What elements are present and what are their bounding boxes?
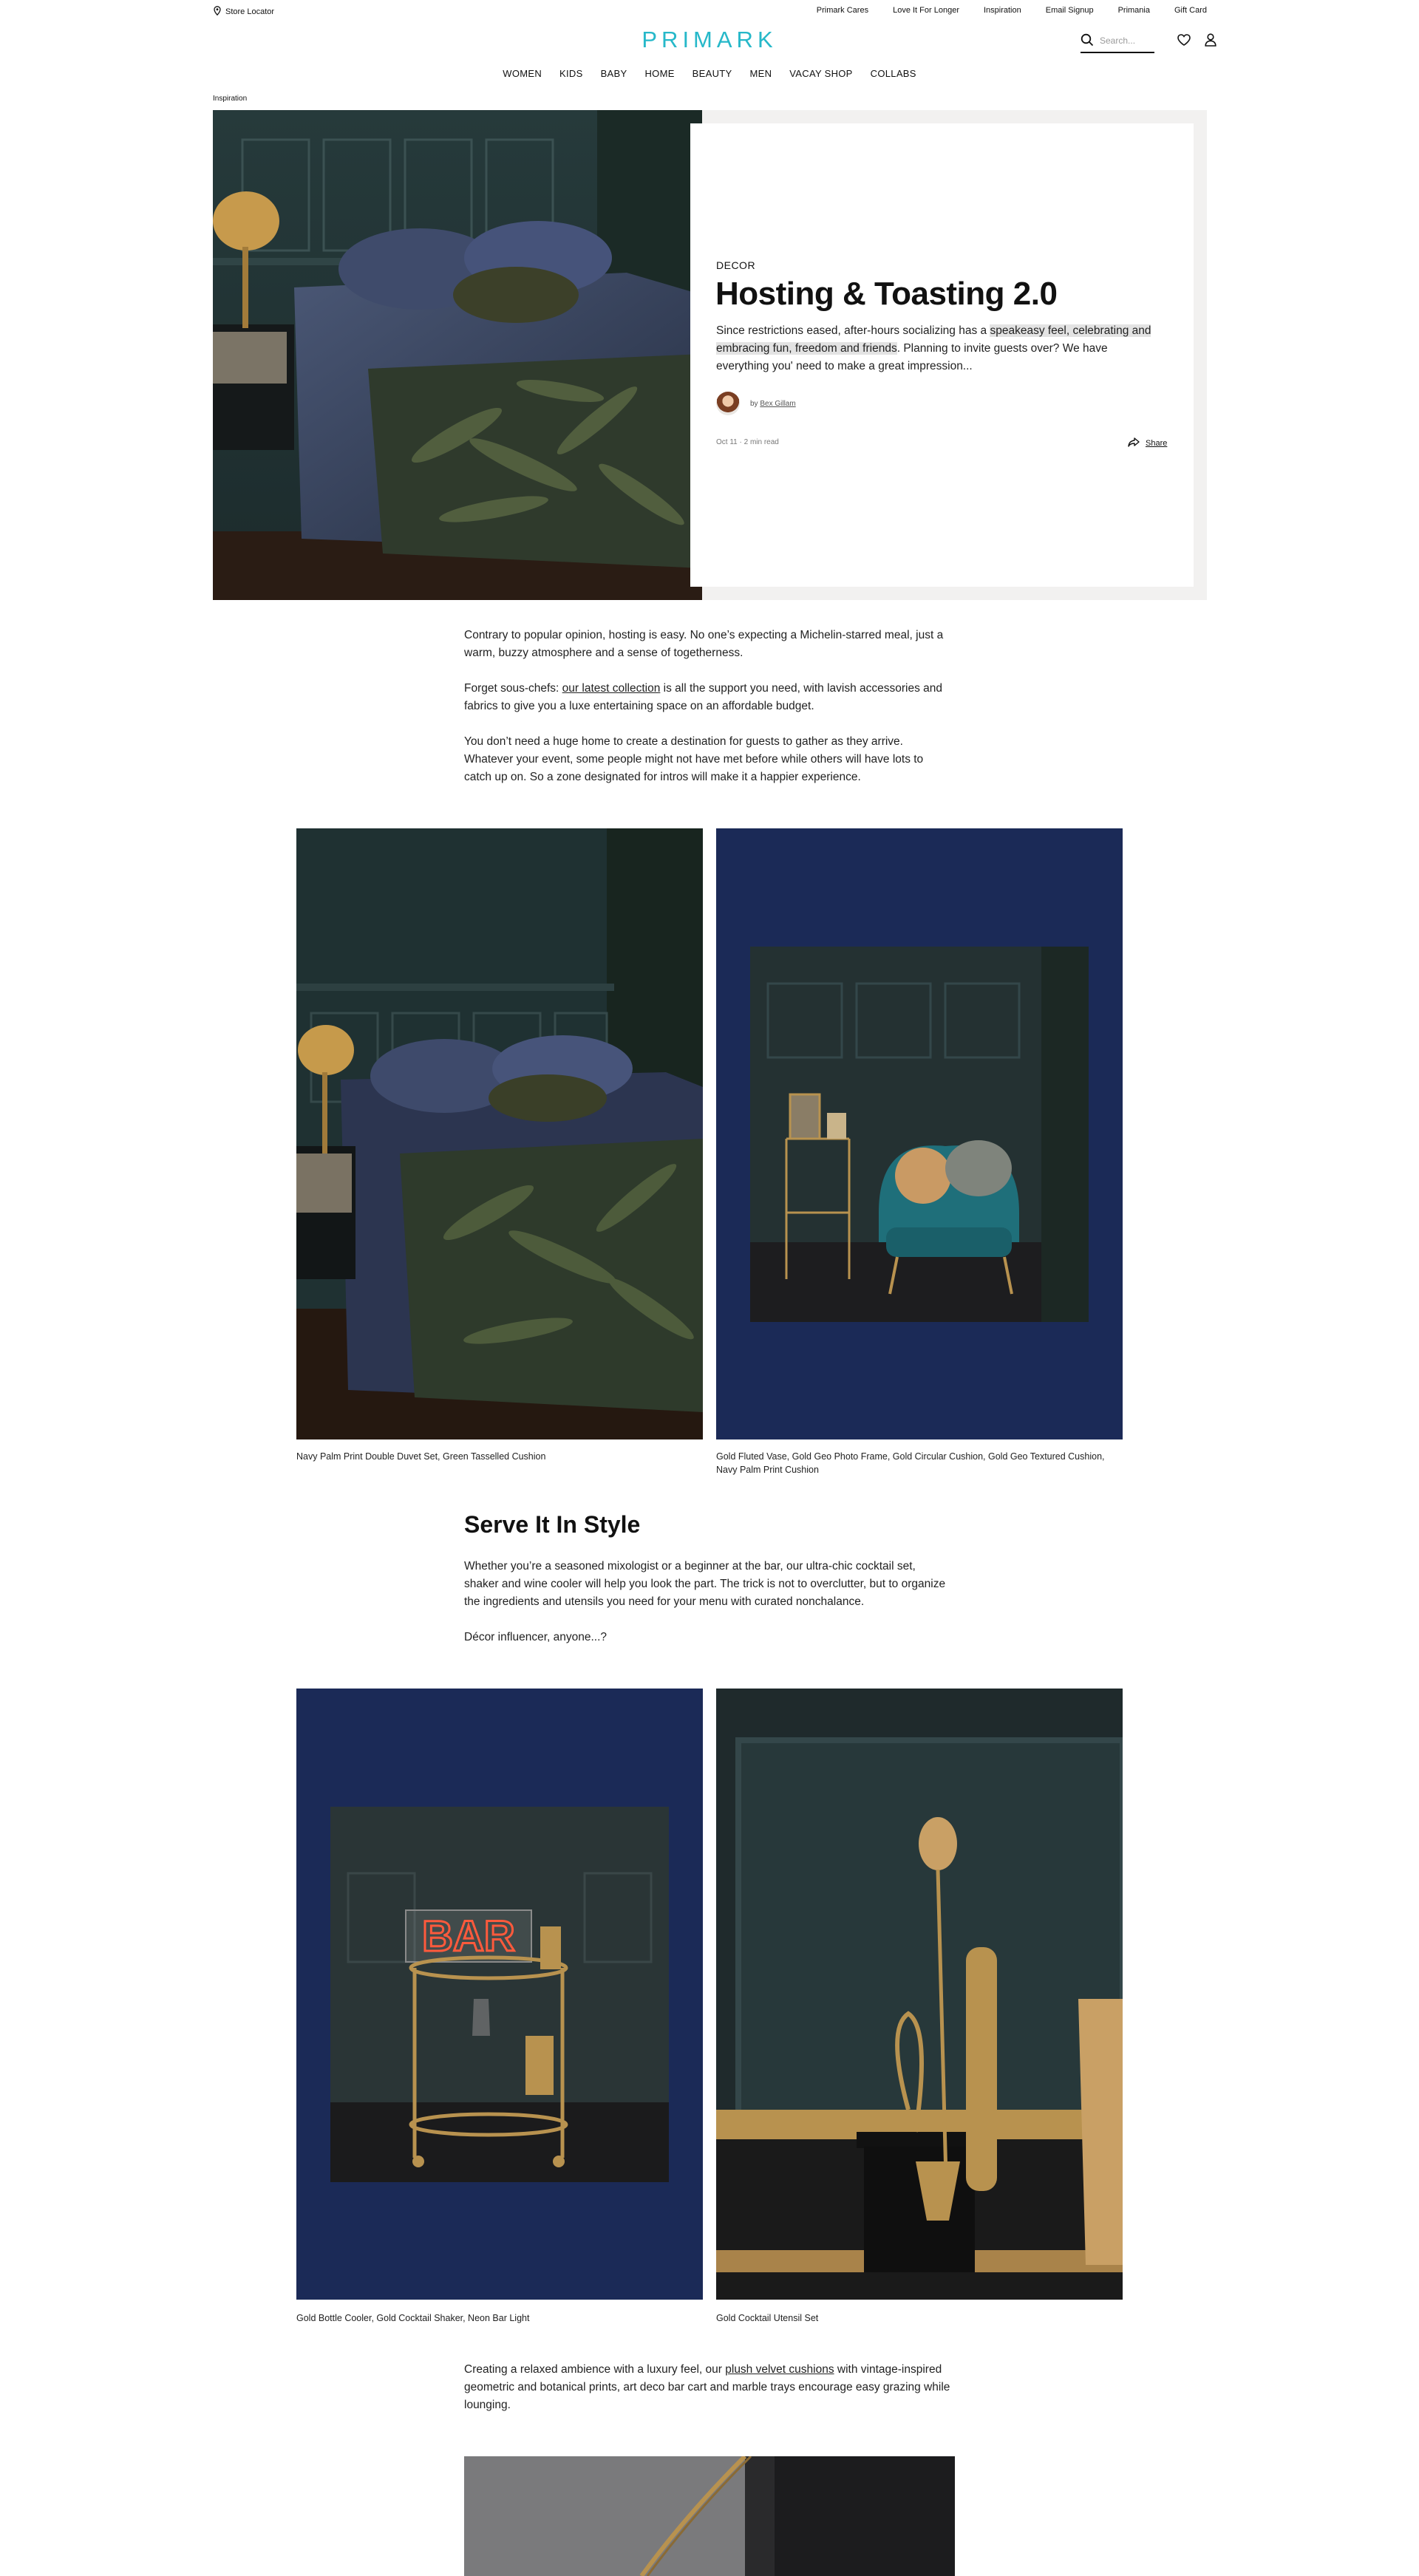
breadcrumb[interactable]: Inspiration: [213, 95, 248, 103]
utility-link-primark-cares[interactable]: Primark Cares: [816, 6, 869, 15]
nav-item-vacay-shop[interactable]: VACAY SHOP: [789, 68, 853, 79]
share-button[interactable]: [1128, 437, 1167, 449]
main-nav: [0, 68, 1419, 79]
section3-text: Creating a relaxed ambience with a luxury feel, our: [464, 2363, 726, 2376]
latest-collection-link[interactable]: our latest collection: [562, 682, 661, 695]
intro-paragraph-1: Contrary to popular opinion, hosting is easy. No one’s expecting a Michelin-starred meal, just a warm, buzzy atmosphere and a sense of togetherness.: [464, 629, 944, 659]
section2-paragraph-2: Décor influencer, anyone...?: [464, 1631, 608, 1643]
intro-p2-text: Forget sous-chefs:: [464, 682, 562, 695]
share-icon: [1128, 437, 1140, 449]
utility-link-email-signup[interactable]: Email Signup: [1045, 6, 1094, 15]
store-locator-link[interactable]: [214, 6, 274, 18]
author-byline: [716, 392, 796, 415]
intro-p2-text-end: is all the support you need, with lavish accessories and fabrics to give you a luxe entertaining space on an affordable budget.: [464, 682, 943, 712]
author-avatar: [716, 392, 740, 415]
article-description: [716, 322, 1160, 375]
desc-text: Since restrictions eased, after-hours socializing has a: [716, 324, 990, 337]
search-input[interactable]: [1081, 30, 1154, 53]
intro-paragraph-2: [464, 680, 952, 715]
article-title: Hosting & Toasting 2.0: [715, 276, 1058, 312]
bedroom-duvet-photo[interactable]: [296, 828, 703, 1439]
section3-text-end: with vintage-inspired geometric and botanical prints, art deco bar cart and marble trays encourage easy grazing while lounging.: [464, 2363, 950, 2411]
desc-highlight: speakeasy feel, celebrating and embracing fun, freedom and friends: [716, 324, 1151, 355]
section3-paragraph: [464, 2361, 952, 2414]
gallery1-caption-2: Gold Fluted Vase, Gold Geo Photo Frame, Gold Circular Cushion, Gold Geo Textured Cushion, Navy Palm Print Cushion: [716, 1451, 1105, 1475]
utility-links: [817, 6, 1207, 15]
gallery2-caption-1: Gold Bottle Cooler, Gold Cocktail Shaker, Neon Bar Light: [296, 2313, 530, 2323]
cocktail-utensil-photo[interactable]: [716, 1689, 1123, 2300]
plush-velvet-cushions-link[interactable]: plush velvet cushions: [725, 2363, 834, 2376]
utility-link-gift-card[interactable]: Gift Card: [1174, 6, 1207, 15]
intro-paragraph-3: You don’t need a huge home to create a destination for guests to gather as they arrive. Whatever your event, some people might not have met before while others will have lots to catch up on. So a zone designated for intros will make it a happier experience.: [464, 735, 924, 783]
share-label: Share: [1146, 439, 1168, 448]
gallery2-caption-2: Gold Cocktail Utensil Set: [716, 2313, 819, 2323]
bar-cart-photo[interactable]: [296, 1689, 703, 2300]
utility-link-inspiration[interactable]: Inspiration: [983, 6, 1021, 15]
search-icon: [1081, 33, 1094, 49]
marble-tray-photo[interactable]: [464, 2456, 955, 2576]
nav-item-women[interactable]: WOMEN: [503, 68, 542, 79]
nav-item-baby[interactable]: BABY: [600, 68, 627, 79]
store-locator-label: Store Locator: [225, 7, 275, 16]
section-heading-serve-it-in-style: Serve It In Style: [464, 1511, 641, 1538]
nav-item-kids[interactable]: KIDS: [559, 68, 583, 79]
author-link[interactable]: Bex Gillam: [760, 399, 796, 408]
gallery1-caption-1: Navy Palm Print Double Duvet Set, Green Tasselled Cushion: [296, 1451, 546, 1462]
heart-icon[interactable]: [1177, 33, 1191, 47]
hero-bedroom-image: [213, 110, 702, 600]
primark-logo[interactable]: PRIMARK: [642, 27, 777, 52]
byline-prefix: by: [750, 399, 758, 408]
utility-link-love-it-for-longer[interactable]: Love It For Longer: [893, 6, 959, 15]
nav-item-men[interactable]: MEN: [749, 68, 772, 79]
article-category[interactable]: DECOR: [716, 259, 756, 271]
location-pin-icon: [214, 6, 221, 18]
user-icon[interactable]: [1203, 33, 1218, 47]
utility-link-primania[interactable]: Primania: [1117, 6, 1150, 15]
article-meta: Oct 11 · 2 min read: [716, 438, 779, 446]
nav-item-beauty[interactable]: BEAUTY: [692, 68, 732, 79]
section2-paragraph-1: Whether you’re a seasoned mixologist or a beginner at the bar, our ultra-chic cocktail set, shaker and wine cooler will help you look the part. The trick is not to overclutter, but to organize the ingredients and utensils you need for your menu with curated nonchalance.: [464, 1560, 946, 1608]
nav-item-collabs[interactable]: COLLABS: [870, 68, 916, 79]
desc-text-end: . Planning to invite guests over? We have everything you' need to make a great impression...: [716, 342, 1108, 372]
chair-vignette-photo[interactable]: [716, 828, 1123, 1439]
neon-bar-sign: BAR: [422, 1912, 515, 1960]
nav-item-home[interactable]: HOME: [644, 68, 675, 79]
search-placeholder: Search...: [1100, 35, 1136, 46]
